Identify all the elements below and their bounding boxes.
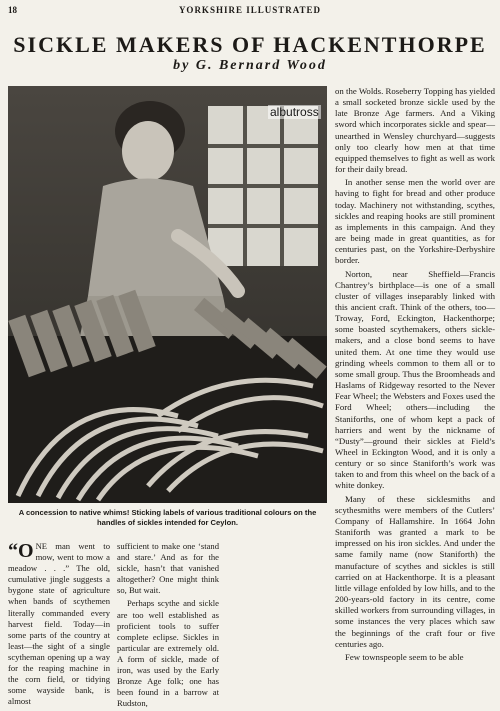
page-number: 18 [8,5,17,15]
paragraph: Norton, near Sheffield—Francis Chantrey’s birthplace—is one of a small cluster of villages inseparably linked with this ancient craft. Think of the others, too—Troway, Ford, Eckington, Hackenthorpe; some boasted scythemakers, others sickle-makers, and a close bond seems to have united them. At one time they would use grinding wheels common to them all or to some small group. Thus the Broomheads and Haslams of Ridgeway resorted to the Never Fear Wheel; the Websters and Foxes used the Ford Wheel; others—including the Staniforths, one of whom kept a pack of harriers and went by the nickname of “Dusty”—ground their sickles at Field’s Wheel in Eckington Wood, and it is only a century or so since Staniforth’s work was taken to and from this wheel on the back of a white donkey. [335,268,495,491]
photo-watermark: albutross [270,105,319,119]
text-column-2 [117,541,219,711]
publication-name: YORKSHIRE ILLUSTRATED [178,5,322,15]
paragraph [8,541,110,707]
paragraph: Perhaps scythe and sickle are too well established as proficient tools to suffer complete eclipse. Sickles in particular are extremely old. A form of sickle, made of iron, was used by the Early Bronze Age folk; one has been found in a barrow at Rudston, [117,598,219,709]
article-byline: by G. Bernard Wood [173,58,327,73]
paragraph-text: NE man went to mow, went to mow a meadow . . .” The old, cumulative jingle suggests a bygone state of agriculture when bands of scythemen literally commanded every harvest field. Today—in some parts of the country at least—the sight of a single scytheman opening up a way for the reaping machine in the corn field, or tidying some wayside bank, is almost [8,541,110,707]
text-column-right [335,86,495,665]
paragraph: In another sense men the world over are having to fight for bread and other produce today. Machinery not withstanding, scythes, sickles and reaping hooks are still prominent as implements in this campaign. And they are being made in great quantities, as for centuries past, on the Yorkshire-Derbyshire border. [335,177,495,266]
text-column-1 [8,541,110,709]
paragraph: Many of these sicklesmiths and scythesmiths were members of the Cutlers’ Company of Hallamshire. In 1664 John Staniforth was granted a mark to be impressed on his iron sickles. And under the same family name (now Staniforth) the manufacture of scythes and sickles is still carried on at Hackenthorpe. It is a pleasant little village enfolded by low hills, and to the 200-years-old factory in its centre, come skilled workers from surrounding villages, in some instances the very places which saw the beginnings of the craft four or five centuries ago. [335,493,495,649]
drop-cap: “O [8,540,34,562]
photo-illustration [8,86,327,503]
photo-sickle-worker [8,86,327,503]
paragraph: Few townspeople seem to be able [345,651,464,662]
photo-caption: A concession to native whims! Sticking labels of various traditional colours on the handles of sickles intended for Ceylon. [18,508,317,527]
paragraph: on the Wolds. Roseberry Topping has yielded a small socketed bronze sickle used by the late Bronze Age farmers. And a Viking sword which incorporates sickle and spear—unearthed in Wensley churchyard—suggests only too clearly how men at that time equipped themselves to fight as well as work for their daily bread. [335,86,495,175]
article-title: SICKLE MAKERS OF HACKENTHORPE [13,32,487,57]
paragraph: sufficient to make one ‘stand and stare.’ And as for the sickle, hasn’t that vanished altogether? One might think so, But wait. [117,541,219,596]
